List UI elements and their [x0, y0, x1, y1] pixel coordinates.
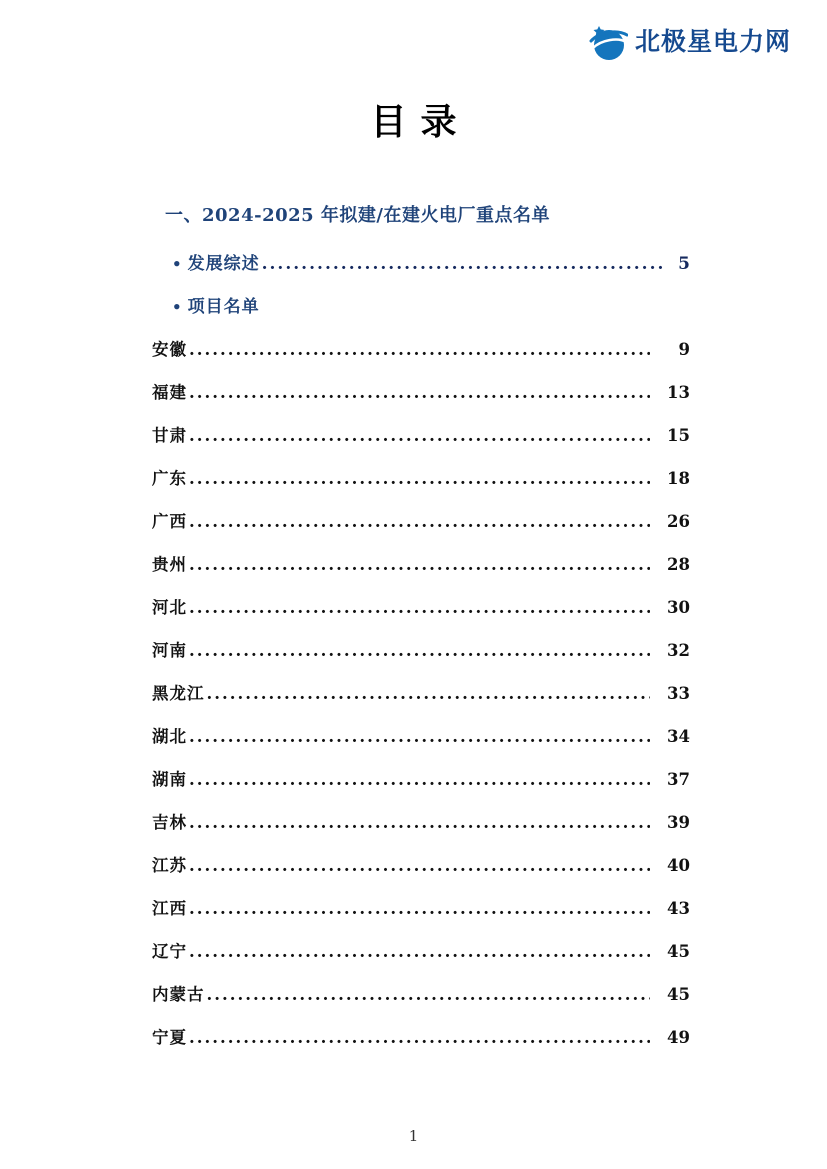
toc-entry-page: 15 [667, 426, 690, 445]
toc-dot-leader [189, 900, 650, 917]
toc-entry-label: 广东 [152, 469, 187, 488]
toc-subitem[interactable] [152, 255, 690, 273]
toc-dot-leader [189, 427, 650, 444]
toc-entry-label: 贵州 [152, 555, 187, 574]
toc-entry[interactable] [152, 341, 690, 358]
toc-entry[interactable] [152, 685, 690, 702]
toc-entry-label: 湖北 [152, 727, 187, 746]
toc-entry[interactable] [152, 1029, 690, 1046]
bullet-icon: • [172, 255, 182, 273]
toc-entry-label: 河南 [152, 641, 187, 660]
toc-dot-leader [189, 341, 650, 358]
toc-entry[interactable] [152, 513, 690, 530]
toc-entry[interactable] [152, 857, 690, 874]
toc-entry-label: 甘肃 [152, 426, 187, 445]
toc-entry-page: 34 [667, 727, 690, 746]
bullet-icon: • [172, 298, 182, 316]
toc-entry-page: 49 [667, 1028, 690, 1047]
toc-entry-page: 45 [667, 942, 690, 961]
toc-dot-leader [189, 642, 650, 659]
toc-dot-leader [189, 1029, 650, 1046]
logo-text: 北极星电力网 [634, 27, 791, 56]
toc-entry-label: 江苏 [152, 856, 187, 875]
toc-dot-leader [189, 728, 650, 745]
toc-entry-page: 45 [667, 985, 690, 1004]
toc-dot-leader [189, 814, 650, 831]
toc-dot-leader [189, 470, 650, 487]
toc-entry-page: 30 [667, 598, 690, 617]
toc-entry-label: 吉林 [152, 813, 187, 832]
toc-subitem-page: 5 [678, 254, 690, 274]
toc-subitem[interactable] [152, 298, 690, 316]
toc-dot-leader [207, 685, 651, 702]
toc-subitems [152, 255, 690, 316]
toc-dot-leader [189, 513, 650, 530]
toc-entry-page: 37 [667, 770, 690, 789]
toc-entry-label: 河北 [152, 598, 187, 617]
toc-entry[interactable] [152, 771, 690, 788]
toc-entry-label: 江西 [152, 899, 187, 918]
toc-dot-leader [189, 857, 650, 874]
toc-entry-page: 39 [667, 813, 690, 832]
toc-entry[interactable] [152, 556, 690, 573]
toc-entry-page: 32 [667, 641, 690, 660]
toc-entry[interactable] [152, 900, 690, 917]
toc-entry-label: 广西 [152, 512, 187, 531]
toc-entry[interactable] [152, 986, 690, 1003]
toc-entry[interactable] [152, 642, 690, 659]
toc-subitem-label: 项目名单 [187, 297, 260, 317]
toc-entry-label: 黑龙江 [152, 684, 205, 703]
section-heading: 一、2024-2025 年拟建/在建火电厂重点名单 [165, 205, 551, 226]
toc-entry-label: 福建 [152, 383, 187, 402]
toc-entry-label: 辽宁 [152, 942, 187, 961]
toc-entry[interactable] [152, 728, 690, 745]
toc-subitem-label: 发展综述 [187, 254, 260, 274]
site-logo [588, 22, 791, 62]
toc-entry[interactable] [152, 384, 690, 401]
toc-entry-label: 安徽 [152, 340, 187, 359]
toc-entry-label: 内蒙古 [152, 985, 205, 1004]
toc-entry[interactable] [152, 814, 690, 831]
toc-entry-page: 40 [667, 856, 690, 875]
toc-entry[interactable] [152, 599, 690, 616]
toc-entry[interactable] [152, 427, 690, 444]
toc-dot-leader [189, 599, 650, 616]
polestar-logo-icon [588, 22, 628, 62]
toc-entry-page: 18 [667, 469, 690, 488]
toc-entry-label: 湖南 [152, 770, 187, 789]
toc-dot-leader [189, 943, 650, 960]
toc-dot-leader [189, 771, 650, 788]
toc-entry-page: 33 [667, 684, 690, 703]
toc-entries [152, 341, 690, 1046]
page-number: 1 [408, 1127, 419, 1145]
toc-entry-page: 28 [667, 555, 690, 574]
toc-dot-leader [189, 556, 650, 573]
toc-entry-page: 26 [667, 512, 690, 531]
toc-entry[interactable] [152, 943, 690, 960]
toc-entry-label: 宁夏 [152, 1028, 187, 1047]
toc-dot-leader [189, 384, 650, 401]
toc-dot-leader [207, 986, 651, 1003]
toc-title: 目录 [370, 101, 471, 143]
toc-entry-page: 9 [678, 340, 690, 359]
toc-entry[interactable] [152, 470, 690, 487]
toc-entry-page: 43 [667, 899, 690, 918]
page-footer [0, 1127, 827, 1145]
toc-entry-page: 13 [667, 383, 690, 402]
toc-dot-leader [262, 255, 667, 273]
toc-content [152, 201, 690, 1046]
